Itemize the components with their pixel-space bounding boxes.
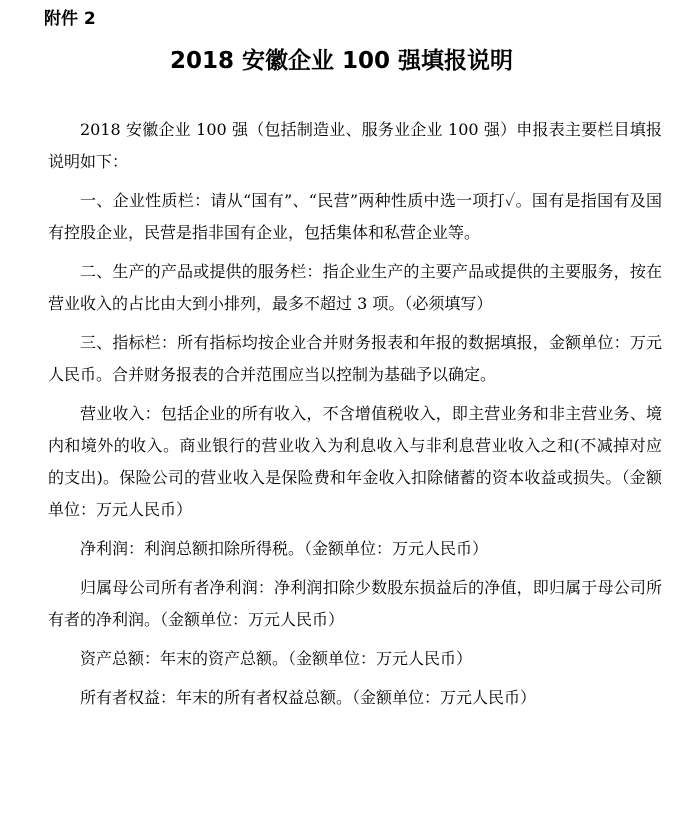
intro-paragraph: 2018 安徽企业 100 强（包括制造业、服务业企业 100 强）申报表主要栏目填报说明如下： bbox=[48, 120, 662, 171]
enterprise-nature-paragraph: 一、企业性质栏：请从“国有”、“民营”两种性质中选一项打✓。国有是指国有及国有控股企业，民营是指非国有企业，包括集体和私营企业等。 bbox=[48, 191, 662, 242]
attachment-label: 附件 2 bbox=[44, 9, 96, 29]
owners-equity-paragraph: 所有者权益：年末的所有者权益总额。（金额单位：万元人民币） bbox=[80, 688, 537, 707]
total-assets-paragraph: 资产总额：年末的资产总额。（金额单位：万元人民币） bbox=[80, 649, 473, 668]
parent-net-profit-paragraph: 归属母公司所有者净利润：净利润扣除少数股东损益后的净值，即归属于母公司所有者的净利润。（金额单位：万元人民币） bbox=[48, 578, 662, 629]
indicators-paragraph: 三、指标栏：所有指标均按企业合并财务报表和年报的数据填报，金额单位：万元人民币。合并财务报表的合并范围应当以控制为基础予以确定。 bbox=[48, 333, 662, 384]
document-title: 2018 安徽企业 100 强填报说明 bbox=[169, 48, 514, 74]
net-profit-paragraph: 净利润：利润总额扣除所得税。（金额单位：万元人民币） bbox=[80, 539, 489, 558]
operating-revenue-paragraph: 营业收入：包括企业的所有收入，不含增值税收入，即主营业务和非主营业务、境内和境外的收入。商业银行的营业收入为利息收入与非利息营业收入之和(不减掉对应的支出)。保险公司的营业收入是保险费和年金收入扣除储蓄的资本收益或损失。（金额单位：万元人民币） bbox=[48, 404, 662, 519]
document-body bbox=[48, 114, 662, 721]
products-services-paragraph: 二、生产的产品或提供的服务栏：指企业生产的主要产品或提供的主要服务，按在营业收入的占比由大到小排列，最多不超过 3 项。（必须填写） bbox=[48, 262, 662, 313]
